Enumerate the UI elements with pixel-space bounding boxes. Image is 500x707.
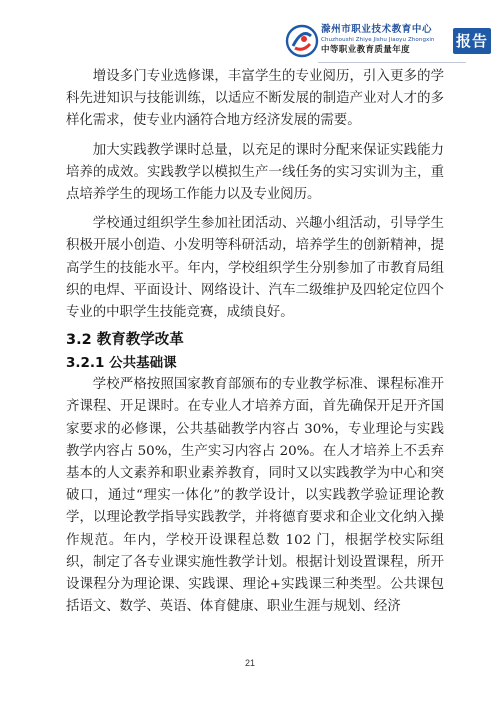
page-number: 21 (244, 658, 255, 668)
organization-block (321, 24, 449, 56)
report-badge: 报告 (453, 28, 491, 54)
paragraph-public-courses: 学校严格按照国家教育部颁布的专业教学标准、课程标准开齐课程、开足课时。在专业人才培养方面，首先确保开足开齐国家要求的必修课，公共基础教学内容占 30%，专业理论与实践教学内容占 50%，生产实习内容占 20%。在人才培养上不丢弃基本的人文素养和职业素养教育，同时又以实践教学为中心和突破口，通过“理实一体化”的教学设计，以实践教学验证理论教学，以理论教学指导实践教学，并将德育要求和企业文化纳入操作规范。年内，学校开设课程总数 102 门，根据学校实际组织，制定了各专业课实施性教学计划。根据计划设置课程，所开设课程分为理论课、实践课、理论+实践课三种类型。公共课包括语文、数学、英语、体育健康、职业生涯与规划、经济 (66, 377, 444, 615)
paragraph-practice-hours: 加大实践教学课时总量，以充足的课时分配来保证实践能力培养的成效。实践教学以模拟生产一线任务的实习实训为主，重点培养学生的现场工作能力以及专业阅历。 (66, 142, 444, 203)
organization-pinyin: Chuzhoushi Zhiye Jishu Jiaoyu Zhongxin (321, 37, 435, 43)
section-heading: 3.2 教育教学改革 (66, 332, 184, 349)
paragraph-student-activities: 学校通过组织学生参加社团活动、兴趣小组活动，引导学生积极开展小创造、小发明等科研活动，培养学生的创新精神，提高学生的技能水平。年内，学校组织学生分别参加了市教育局组织的电焊、平面设计、网络设计、汽车二级维护及四轮定位四个专业的中职学生技能竞赛，成绩良好。 (66, 216, 444, 321)
header-divider (318, 62, 466, 63)
page-content (66, 66, 444, 618)
subsection-heading: 3.2.1 公共基础课 (66, 355, 177, 372)
page-header (285, 22, 497, 62)
organization-name: 滁州市职业技术教育中心 (321, 24, 433, 35)
report-title: 中等职业教育质量年度 (321, 45, 411, 55)
paragraph-electives: 增设多门专业选修课，丰富学生的专业阅历，引入更多的学科先进知识与技能训练，以适应不断发展的制造产业对人才的多样化需求，使专业内涵符合地方经济发展的需要。 (66, 69, 444, 129)
school-logo-icon (285, 24, 319, 58)
